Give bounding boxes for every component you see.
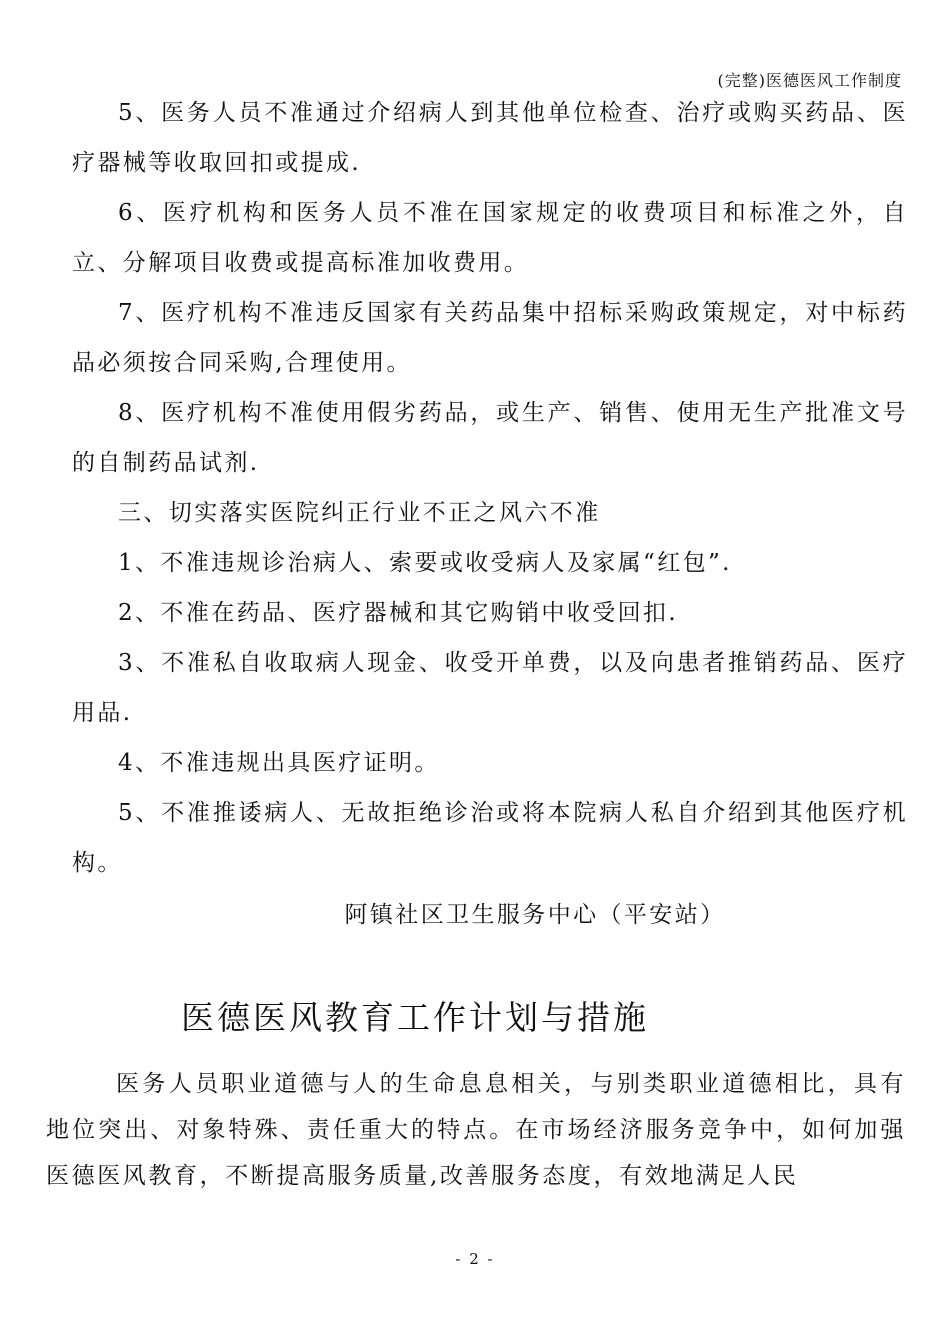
document-body <box>72 88 908 940</box>
organization-signature: 阿镇社区卫生服务中心（平安站） <box>344 902 726 928</box>
paragraph-item-5: 5、医务人员不准通过介绍病人到其他单位检查、治疗或购买药品、医疗器械等收取回扣或提成. <box>72 100 908 176</box>
paragraph-item-8: 8、医疗机构不准使用假劣药品，或生产、销售、使用无生产批准文号的自制药品试剂. <box>72 400 908 476</box>
section-title: 医德医风教育工作计划与措施 <box>181 998 649 1037</box>
rule-item-5: 5、不准推诿病人、无故拒绝诊治或将本院病人私自介绍到其他医疗机构。 <box>72 800 908 876</box>
intro-paragraph: 医务人员职业道德与人的生命息息相关，与别类职业道德相比，具有地位突出、对象特殊、责任重大的特点。在市场经济服务竞争中，如何加强医德医风教育，不断提高服务质量,改善服务态度，有效地满足人民 <box>46 1071 906 1189</box>
running-header: (完整)医德医风工作制度 <box>717 71 902 90</box>
page-number: - 2 - <box>455 1250 495 1268</box>
rule-item-2: 2、不准在药品、医疗器械和其它购销中收受回扣. <box>118 600 679 626</box>
rule-item-4: 4、不准违规出具医疗证明。 <box>118 750 440 776</box>
rule-item-1: 1、不准违规诊治病人、索要或收受病人及家属“红包”. <box>118 550 732 576</box>
paragraph-item-7: 7、医疗机构不准违反国家有关药品集中招标采购政策规定，对中标药品必须按合同采购,合理使用。 <box>72 300 908 376</box>
paragraph-item-6: 6、医疗机构和医务人员不准在国家规定的收费项目和标准之外，自立、分解项目收费或提高标准加收费用。 <box>72 200 908 276</box>
rule-item-3: 3、不准私自收取病人现金、收受开单费，以及向患者推销药品、医疗用品. <box>72 650 908 726</box>
section-heading-three: 三、切实落实医院纠正行业不正之风六不准 <box>118 500 601 526</box>
